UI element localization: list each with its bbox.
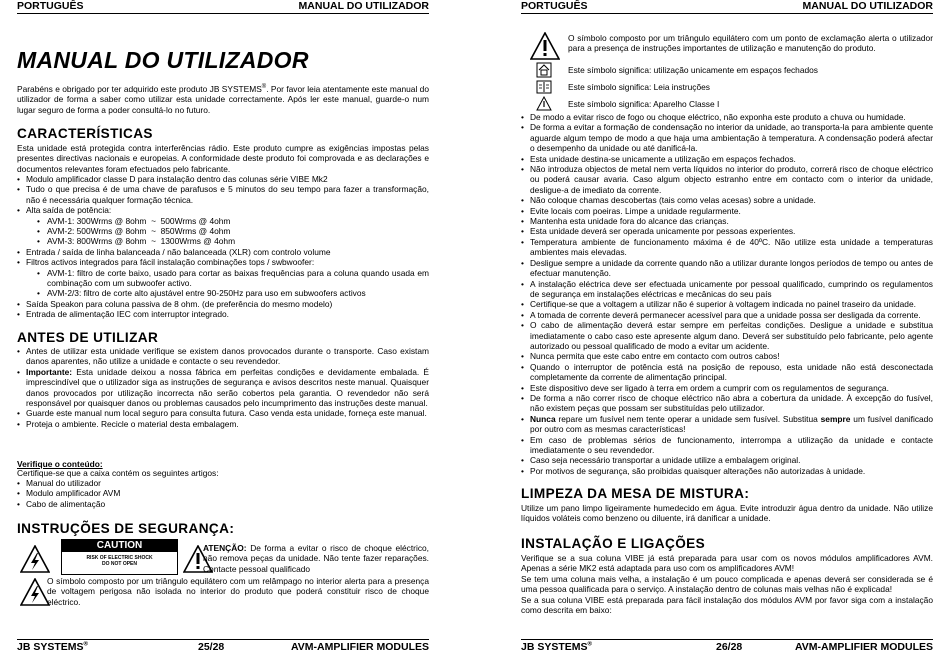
list-item: • A tomada de corrente deverá permanecer acessível para que a unidade possa ser desligada da corrente. bbox=[521, 310, 933, 320]
caution-line: DO NOT OPEN bbox=[101, 561, 137, 567]
list-item: • Certifique-se que a voltagem a utilizar não é superior à voltagem indicada no painel traseiro da unidade. bbox=[521, 299, 933, 309]
list-item: • A instalação eléctrica deve ser efectuada unicamente por pessoal qualificado, cumprindo os regulamentos de segurança em instalações eléctricas e mecânicas do seu país bbox=[521, 279, 933, 300]
exclamation-symbol-text: O símbolo composto por um triângulo equilátero com um ponto de exclamação alerta o utilizador para a presença de instruções importantes de utilização e manutenção do produto. bbox=[568, 33, 933, 54]
list-item: • Nunca repare um fusível nem tente operar a unidade sem fusível. Substitua sempre um fusível danificado por outro com as mesmas características! bbox=[521, 414, 933, 435]
caution-title: CAUTION bbox=[62, 540, 177, 552]
list-item: • De modo a evitar risco de fogo ou choque eléctrico, não exponha este produto a chuva ou humidade. bbox=[521, 112, 933, 122]
list-item: • De forma a não correr risco de choque eléctrico não abra a cobertura da unidade. À excepção do fusível, não existem peças que possam ser substituídas pelo utilizador. bbox=[521, 393, 933, 414]
filter-item: • AVM-1: filtro de corte baixo, usado para cortar as baixas frequências para a coluna quando usada em combinação com um subwoofer activo. bbox=[17, 268, 429, 289]
list-item: • Mantenha esta unidade fora do alcance das crianças. bbox=[521, 216, 933, 226]
limpeza-text: Utilize um pano limpo ligeiramente humedecido em água. Evite introduzir água dentro da unidade. Não utilize líquidos voláteis como benzeno ou diluente, irá danificar a unidade. bbox=[521, 503, 933, 524]
safety-list bbox=[521, 112, 933, 476]
header-title: MANUAL DO UTILIZADOR bbox=[298, 0, 429, 12]
page-footer bbox=[17, 639, 429, 654]
list-item: • Filtros activos integrados para fácil instalação combinações tops / swbwoofer: bbox=[17, 257, 429, 267]
list-item: • Por motivos de segurança, são proibidas quaisquer alterações não autorizadas à unidade. bbox=[521, 466, 933, 476]
left-page bbox=[17, 0, 429, 654]
footer-brand: JB SYSTEMS® bbox=[521, 641, 592, 653]
list-item: • Não introduza objectos de metal nem verta líquidos no interior do produto, correrá risco de choque eléctrico ou poderá causar avaria. Caso algum objecto estranho entre em contacto com o interior da unidade, desligue-a de imediato da corrente. bbox=[521, 164, 933, 195]
lightning-triangle-icon bbox=[20, 545, 50, 573]
caution-line: RISK OF ELECTRIC SHOCK bbox=[86, 555, 153, 561]
features-list bbox=[17, 174, 429, 320]
list-item: • Antes de utilizar esta unidade verifique se existem danos provocados durante o transporte. Caso existam danos aparentes, não utilize a unidade e contacte o seu revendedor. bbox=[17, 346, 429, 367]
header-language: PORTUGUÊS bbox=[17, 0, 84, 12]
power-item: • AVM-2: 500Wrms @ 8ohm ~ 850Wrms @ 4ohm bbox=[17, 226, 429, 236]
section-heading-seguranca: INSTRUÇÕES DE SEGURANÇA: bbox=[17, 521, 235, 536]
list-item: • Guarde este manual num local seguro para consulta futura. Caso venda esta unidade, forneça este manual. bbox=[17, 408, 429, 418]
filter-item: • AVM-2/3: filtro de corte alto ajustável entre 90-250Hz para uso em subwoofers activos bbox=[17, 288, 429, 298]
class-symbol-text: Este símbolo significa: Aparelho Classe I bbox=[568, 99, 720, 109]
list-item: • Alta saída de potência: bbox=[17, 205, 429, 215]
antes-list bbox=[17, 346, 429, 429]
list-item: • Este dispositivo deve ser ligado à terra em ordem a cumprir com os regulamentos de segurança. bbox=[521, 383, 933, 393]
list-item: • Desligue sempre a unidade da corrente quando não a utilizar durante longos períodos de tempo ou antes de efectuar manutenção. bbox=[521, 258, 933, 279]
indoor-symbol-text: Este símbolo significa: utilização unicamente em espaços fechados bbox=[568, 65, 818, 75]
list-item: • Esta unidade deverá ser operada unicamente por pessoas experientes. bbox=[521, 226, 933, 236]
indoor-use-icon bbox=[536, 62, 552, 78]
list-item: • Em caso de problemas sérios de funcionamento, interrompa a utilização da unidade e contacte imediatamente o seu revendedor. bbox=[521, 435, 933, 456]
instalacao-paragraph: Verifique se a sua coluna VIBE já está preparada para usar com os novos módulos amplificadores AVM. Apenas a série MK2 está adaptada para uso com os amplificadores AVM! bbox=[521, 553, 933, 574]
intro-paragraph: Parabéns e obrigado por ter adquirido este produto JB SYSTEMS®. Por favor leia atentamente este manual do utilizador de forma a saber como utilizar esta unidade correctamente. Após ler este manual, guarde-o num lugar seguro de forma a poder consultá-lo no futuro. bbox=[17, 84, 429, 115]
page-header bbox=[17, 0, 429, 14]
caution-label bbox=[61, 539, 178, 575]
list-item: • Modulo amplificador AVM bbox=[17, 488, 429, 498]
lightning-triangle-icon bbox=[20, 578, 50, 606]
list-item: • Modulo amplificador classe D para instalação dentro das colunas série VIBE Mk2 bbox=[17, 174, 429, 184]
list-item: • Proteja o ambiente. Recicle o material desta embalagem. bbox=[17, 419, 429, 429]
verify-text: Certifique-se que a caixa contém os seguintes artigos: bbox=[17, 468, 219, 478]
instalacao-paragraph: Se a sua coluna VIBE está preparada para fácil instalação dos módulos AVM por favor siga com a instalação como descrita em baixo: bbox=[521, 595, 933, 616]
list-item: • Quando o interruptor de potência está na posição de repouso, esta unidade não está desconectada completamente da corrente de alimentação principal. bbox=[521, 362, 933, 383]
header-title: MANUAL DO UTILIZADOR bbox=[802, 0, 933, 12]
read-instructions-icon bbox=[536, 80, 552, 94]
page-number: 26/28 bbox=[716, 641, 743, 653]
read-symbol-text: Este símbolo significa: Leia instruções bbox=[568, 82, 710, 92]
list-item: • Nunca permita que este cabo entre em contacto com outros cabos! bbox=[521, 351, 933, 361]
list-item: • Evite locais com poeiras. Limpe a unidade regularmente. bbox=[521, 206, 933, 216]
list-item: • Manual do utilizador bbox=[17, 478, 429, 488]
footer-product: AVM-AMPLIFIER MODULES bbox=[290, 641, 429, 653]
list-item: • O cabo de alimentação deverá estar sempre em perfeitas condições. Desligue a unidade e substitua imediatamente o cabo caso este apresente algum dano. Deverá ser substituído pelo fabricante, pelo agente autorizado ou pessoal qualificado de modo a evitar um acidente. bbox=[521, 320, 933, 351]
section-heading-limpeza: LIMPEZA DA MESA DE MISTURA: bbox=[521, 486, 750, 501]
section-heading-caracteristicas: CARACTERÍSTICAS bbox=[17, 126, 153, 141]
caracteristicas-text: Esta unidade está protegida contra interferências rádio. Este produto cumpre as exigências impostas pelas presentes directivas nacionais e europeias. A conformidade deste produto foi comprovada e as declarações e documentos relevantes foram efectuados pelo fabricante. bbox=[17, 143, 429, 174]
list-item: • Entrada de alimentação IEC com interruptor integrado. bbox=[17, 309, 429, 319]
class-one-icon bbox=[536, 96, 552, 111]
right-page bbox=[521, 0, 933, 654]
list-item: • Cabo de alimentação bbox=[17, 499, 429, 509]
list-item: • Entrada / saída de linha balanceada / não balanceada (XLR) com controlo volume bbox=[17, 247, 429, 257]
list-item: • Tudo o que precisa é de uma chave de parafusos e 5 minutos do seu tempo para fazer a transformação, não é necessária qualquer formação técnica. bbox=[17, 184, 429, 205]
atencao-text: ATENÇÃO: De forma a evitar o risco de choque eléctrico, não remova peças da unidade. Não tente fazer reparações. Contacte pessoal qualificado bbox=[203, 543, 429, 574]
list-item: • Saída Speakon para coluna passiva de 8 ohm. (de preferência do mesmo modelo) bbox=[17, 299, 429, 309]
list-item: • Caso seja necessário transportar a unidade utilize a embalagem original. bbox=[521, 455, 933, 465]
page-number: 25/28 bbox=[198, 641, 225, 653]
footer-brand: JB SYSTEMS® bbox=[17, 641, 88, 653]
list-item: • Esta unidade destina-se unicamente a utilização em espaços fechados. bbox=[521, 154, 933, 164]
list-item: • Não coloque chamas descobertas (tais como velas acesas) sobre a unidade. bbox=[521, 195, 933, 205]
verify-label: Verifique o conteúdo: bbox=[17, 459, 103, 469]
exclamation-triangle-icon bbox=[530, 32, 560, 60]
power-item: • AVM-1: 300Wrms @ 8ohm ~ 500Wrms @ 4ohm bbox=[17, 216, 429, 226]
footer-product: AVM-AMPLIFIER MODULES bbox=[794, 641, 933, 653]
contents-list bbox=[17, 478, 429, 509]
bolt-symbol-text: O símbolo composto por um triângulo equilátero com um relâmpago no interior alerta para a presença de voltagem perigosa não isolada no interior do produto que poderá constituir risco de choque eléctrico. bbox=[47, 576, 429, 607]
page-footer bbox=[521, 639, 933, 654]
page-header bbox=[521, 0, 933, 14]
instalacao-paragraph: Se tem uma coluna mais velha, a instalação é um pouco complicada e apenas deverá ser considerada se é uma pessoa qualificada para o serviço. A instalação dentro de colunas mais velhas não é explicada! bbox=[521, 574, 933, 595]
header-language: PORTUGUÊS bbox=[521, 0, 588, 12]
list-item: • Importante: Esta unidade deixou a nossa fábrica em perfeitas condições e devidamente embalada. É imprescindível que o utilizador siga as instruções de segurança e avisos descritos neste manual. Quaisquer danos provocados por utilização incorrecta não serão cobertos pela garantia. O revendedor não será responsável por quaisquer danos ou problemas causados pelo incumprimento das instruções deste manual. bbox=[17, 367, 429, 409]
list-item: • De forma a evitar a formação de condensação no interior da unidade, ao transporta-la para ambiente quente aguarde algum tempo de modo a que haja uma ambientação à temperatura. A condensação poderá afectar o desempenho da unidade ou até danificá-la. bbox=[521, 122, 933, 153]
manual-title: MANUAL DO UTILIZADOR bbox=[17, 47, 309, 73]
section-heading-instalacao: INSTALAÇÃO E LIGAÇÕES bbox=[521, 536, 706, 551]
power-item: • AVM-3: 800Wrms @ 8ohm ~ 1300Wrms @ 4ohm bbox=[17, 236, 429, 246]
section-heading-antes: ANTES DE UTILIZAR bbox=[17, 330, 159, 345]
list-item: • Temperatura ambiente de funcionamento máxima é de 40ºC. Não utilize esta unidade a temperaturas ambientes mais elevadas. bbox=[521, 237, 933, 258]
